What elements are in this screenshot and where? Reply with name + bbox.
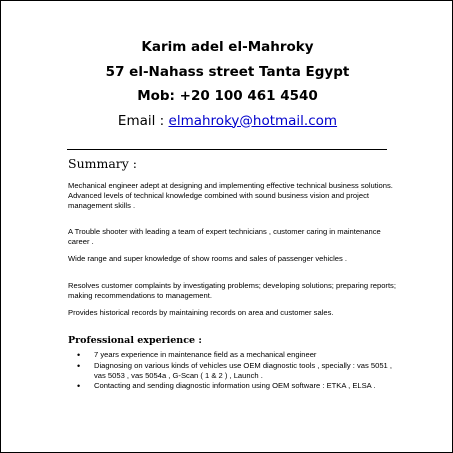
professional-experience-heading: Professional experience : [68, 335, 202, 346]
summary-paragraph-2 [68, 227, 398, 247]
header-divider [67, 149, 387, 150]
summary-text: A Trouble shooter with leading a team of expert technicians , customer caring in maintenance career . [68, 227, 381, 246]
summary-text: Provides historical records by maintaining records on area and customer sales. [68, 308, 334, 317]
contact-header [1, 35, 453, 133]
experience-text: 7 years experience in maintenance field as a mechanical engineer [94, 350, 317, 359]
summary-text: Advanced levels of technical knowledge combined with sound business vision and project management skills . [68, 190, 369, 210]
summary-heading: Summary : [68, 156, 137, 171]
list-item [77, 361, 397, 381]
summary-paragraph-5 [68, 308, 398, 318]
experience-text: Diagnosing on various kinds of vehicles use OEM diagnostic tools , specially : vas 5051 , vas 5053 , vas 5054a , G-Scan ( 1 & 2 ) , Launch . [94, 360, 392, 380]
list-item [77, 350, 397, 360]
list-item [77, 381, 397, 391]
mobile-line: Mob: +20 100 461 4540 [137, 88, 318, 104]
bullet-icon: • [77, 381, 81, 391]
candidate-name: Karim adel el-Mahroky [141, 39, 314, 55]
summary-paragraph-1 [68, 181, 398, 210]
bullet-icon: • [77, 350, 81, 360]
email-link[interactable]: elmahroky@hotmail.com [168, 112, 338, 129]
summary-paragraph-3 [68, 254, 398, 264]
summary-paragraph-4 [68, 281, 398, 301]
summary-text: Wide range and super knowledge of show rooms and sales of passenger vehicles . [68, 254, 348, 263]
email-label: Email : [117, 112, 169, 129]
experience-text: Contacting and sending diagnostic information using OEM software : ETKA , ELSA . [94, 381, 376, 390]
summary-text: Mechanical engineer adept at designing and implementing effective technical business solutions. [68, 181, 393, 190]
email-line [1, 109, 453, 134]
bullet-icon: • [77, 360, 81, 371]
summary-text: Resolves customer complaints by investigating problems; developing solutions; preparing reports; making recommendations to management. [68, 281, 396, 300]
address-line: 57 el-Nahass street Tanta Egypt [105, 63, 350, 80]
experience-list [77, 350, 397, 392]
